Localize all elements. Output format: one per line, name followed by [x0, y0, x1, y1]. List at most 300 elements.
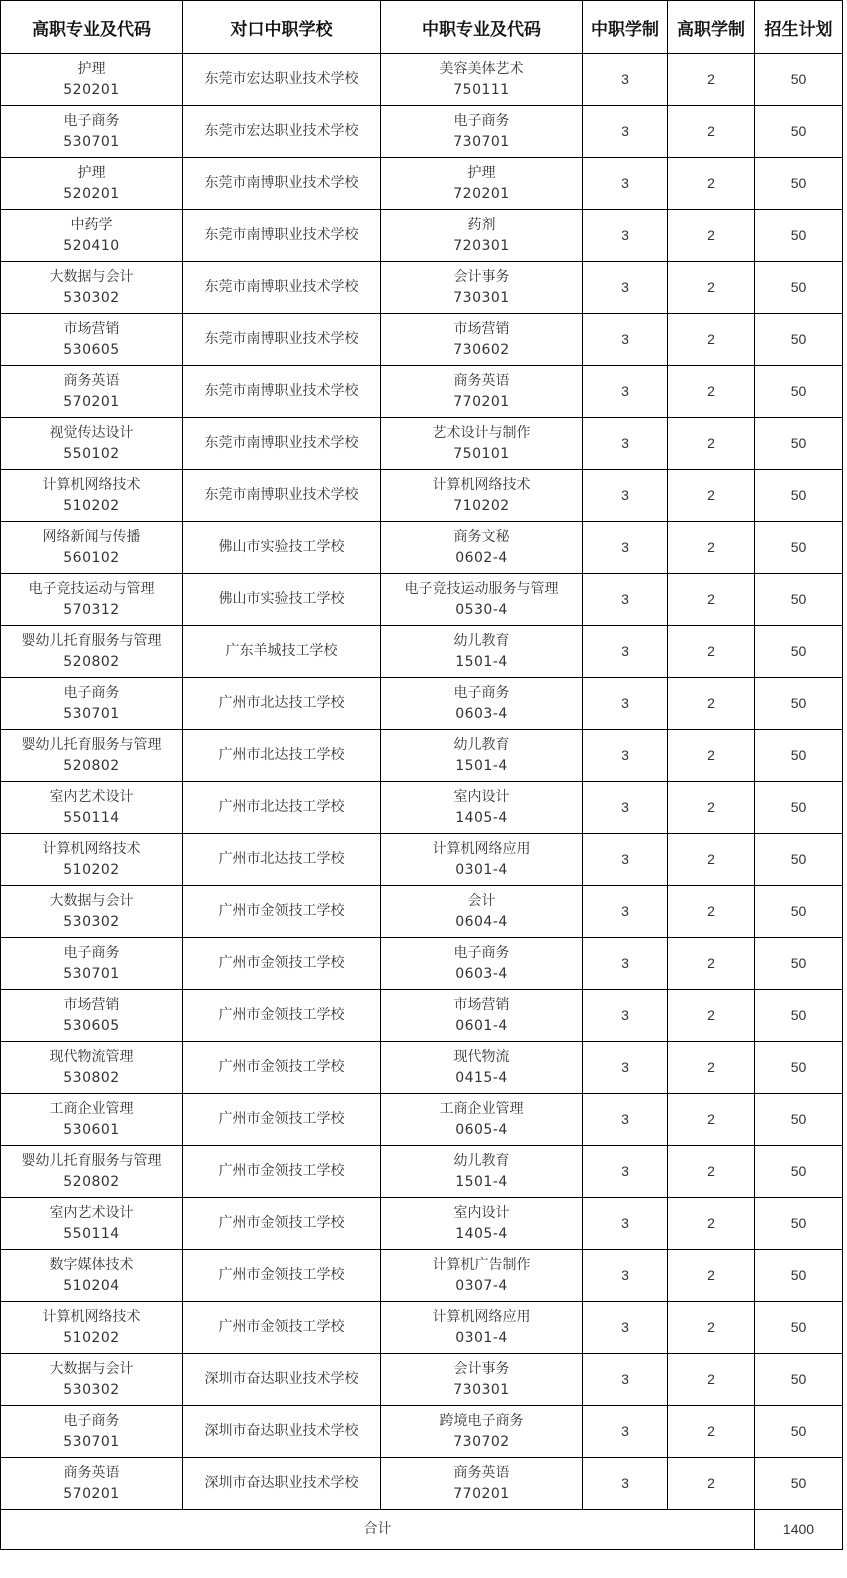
higher-major-code: 570201 [63, 393, 120, 410]
secondary-major-cell [381, 1354, 583, 1406]
secondary-major-cell [381, 1302, 583, 1354]
table-row [1, 106, 843, 158]
higher-major-code: 530302 [63, 289, 120, 306]
higher-major-code: 520802 [63, 1173, 120, 1190]
higher-major-code: 560102 [63, 549, 120, 566]
higher-major-name: 计算机网络技术 [42, 840, 141, 857]
secondary-major-code: 0415-4 [455, 1069, 508, 1086]
higher-years-cell: 2 [668, 1302, 755, 1354]
secondary-major-code: 0307-4 [455, 1277, 508, 1294]
higher-major-code: 520410 [63, 237, 120, 254]
partner-school-cell: 广州市北达技工学校 [183, 782, 381, 834]
higher-vocational-major-cell [1, 678, 183, 730]
partner-school-cell: 广州市北达技工学校 [183, 678, 381, 730]
higher-major-name: 商务英语 [63, 372, 120, 389]
secondary-major-name: 电子竞技运动服务与管理 [404, 580, 559, 597]
higher-major-name: 大数据与会计 [49, 268, 134, 285]
higher-major-code: 530802 [63, 1069, 120, 1086]
secondary-years-cell: 3 [583, 1354, 668, 1406]
higher-years-cell: 2 [668, 1458, 755, 1510]
secondary-major-code: 770201 [453, 1485, 510, 1502]
secondary-years-cell: 3 [583, 1458, 668, 1510]
secondary-years-cell: 3 [583, 1094, 668, 1146]
enrollment-plan-cell: 50 [755, 1406, 843, 1458]
partner-school-cell: 佛山市实验技工学校 [183, 574, 381, 626]
enrollment-plan-cell: 50 [755, 1198, 843, 1250]
higher-major-name: 中药学 [70, 216, 113, 233]
header-partner-secondary-school: 对口中职学校 [183, 1, 381, 54]
higher-major-name: 市场营销 [63, 320, 120, 337]
secondary-major-name: 幼儿教育 [453, 1152, 510, 1169]
secondary-years-cell: 3 [583, 678, 668, 730]
table-row [1, 990, 843, 1042]
secondary-major-code: 1405-4 [455, 1225, 508, 1242]
partner-school-cell: 佛山市实验技工学校 [183, 522, 381, 574]
partner-school-cell: 东莞市宏达职业技术学校 [183, 54, 381, 106]
enrollment-plan-cell: 50 [755, 54, 843, 106]
enrollment-plan-cell: 50 [755, 1146, 843, 1198]
higher-major-name: 婴幼儿托育服务与管理 [21, 1152, 162, 1169]
secondary-major-code: 0601-4 [455, 1017, 508, 1034]
enrollment-plan-cell: 50 [755, 1354, 843, 1406]
enrollment-plan-cell: 50 [755, 470, 843, 522]
higher-years-cell: 2 [668, 730, 755, 782]
higher-major-name: 市场营销 [63, 996, 120, 1013]
secondary-years-cell: 3 [583, 210, 668, 262]
secondary-major-name: 市场营销 [453, 996, 510, 1013]
secondary-major-code: 0603-4 [455, 705, 508, 722]
higher-major-name: 数字媒体技术 [49, 1256, 134, 1273]
higher-major-code: 520802 [63, 757, 120, 774]
enrollment-plan-cell: 50 [755, 834, 843, 886]
higher-major-code: 530302 [63, 913, 120, 930]
higher-years-cell: 2 [668, 1354, 755, 1406]
higher-years-cell: 2 [668, 314, 755, 366]
table-row [1, 834, 843, 886]
total-row [1, 1510, 843, 1550]
secondary-major-name: 电子商务 [453, 112, 510, 129]
secondary-major-cell [381, 262, 583, 314]
higher-major-code: 510202 [63, 497, 120, 514]
secondary-major-code: 0301-4 [455, 1329, 508, 1346]
enrollment-plan-cell: 50 [755, 574, 843, 626]
partner-school-cell: 广州市金领技工学校 [183, 938, 381, 990]
table-row [1, 470, 843, 522]
secondary-major-name: 室内设计 [453, 1204, 510, 1221]
partner-school-cell: 广州市北达技工学校 [183, 730, 381, 782]
secondary-major-name: 计算机网络技术 [432, 476, 531, 493]
table-row [1, 1302, 843, 1354]
higher-major-name: 网络新闻与传播 [42, 528, 141, 545]
higher-years-cell: 2 [668, 626, 755, 678]
secondary-major-cell [381, 1458, 583, 1510]
higher-major-code: 530302 [63, 1381, 120, 1398]
secondary-major-name: 市场营销 [453, 320, 510, 337]
higher-vocational-major-cell [1, 1094, 183, 1146]
enrollment-plan-cell: 50 [755, 990, 843, 1042]
higher-major-code: 530605 [63, 1017, 120, 1034]
secondary-major-name: 现代物流 [453, 1048, 510, 1065]
higher-major-code: 530701 [63, 133, 120, 150]
partner-school-cell: 广州市金领技工学校 [183, 990, 381, 1042]
secondary-major-cell [381, 730, 583, 782]
enrollment-plan-cell: 50 [755, 730, 843, 782]
table-row [1, 1042, 843, 1094]
table-row [1, 314, 843, 366]
higher-vocational-major-cell [1, 730, 183, 782]
secondary-years-cell: 3 [583, 886, 668, 938]
secondary-major-cell [381, 418, 583, 470]
secondary-major-code: 0301-4 [455, 861, 508, 878]
higher-years-cell: 2 [668, 1094, 755, 1146]
higher-vocational-major-cell [1, 886, 183, 938]
partner-school-cell: 深圳市奋达职业技术学校 [183, 1458, 381, 1510]
higher-vocational-major-cell [1, 574, 183, 626]
partner-school-cell: 东莞市宏达职业技术学校 [183, 106, 381, 158]
secondary-major-code: 720301 [453, 237, 510, 254]
enrollment-plan-cell: 50 [755, 522, 843, 574]
higher-major-code: 520802 [63, 653, 120, 670]
higher-major-name: 电子商务 [63, 1412, 120, 1429]
secondary-major-cell [381, 678, 583, 730]
higher-major-code: 550114 [63, 1225, 120, 1242]
enrollment-plan-cell: 50 [755, 314, 843, 366]
table-row [1, 1458, 843, 1510]
higher-major-name: 大数据与会计 [49, 1360, 134, 1377]
higher-years-cell: 2 [668, 678, 755, 730]
higher-vocational-major-cell [1, 210, 183, 262]
enrollment-plan-cell: 50 [755, 418, 843, 470]
table-row [1, 158, 843, 210]
table-row [1, 522, 843, 574]
partner-school-cell: 广州市金领技工学校 [183, 886, 381, 938]
higher-vocational-major-cell [1, 1406, 183, 1458]
higher-years-cell: 2 [668, 54, 755, 106]
higher-vocational-major-cell [1, 366, 183, 418]
higher-vocational-major-cell [1, 522, 183, 574]
secondary-major-code: 750101 [453, 445, 510, 462]
total-value: 1400 [755, 1510, 843, 1550]
higher-major-name: 电子竞技运动与管理 [28, 580, 155, 597]
higher-vocational-major-cell [1, 262, 183, 314]
secondary-major-code: 1405-4 [455, 809, 508, 826]
secondary-major-code: 730701 [453, 133, 510, 150]
secondary-years-cell: 3 [583, 1302, 668, 1354]
secondary-years-cell: 3 [583, 418, 668, 470]
higher-vocational-major-cell [1, 106, 183, 158]
enrollment-plan-cell: 50 [755, 938, 843, 990]
higher-major-name: 现代物流管理 [49, 1048, 134, 1065]
table-row [1, 782, 843, 834]
enrollment-plan-cell: 50 [755, 262, 843, 314]
higher-years-cell: 2 [668, 262, 755, 314]
table-row [1, 1250, 843, 1302]
secondary-major-cell [381, 54, 583, 106]
table-row [1, 1094, 843, 1146]
partner-school-cell: 广东羊城技工学校 [183, 626, 381, 678]
higher-vocational-major-cell [1, 470, 183, 522]
secondary-major-name: 护理 [467, 164, 496, 181]
enrollment-plan-cell: 50 [755, 158, 843, 210]
higher-major-code: 530605 [63, 341, 120, 358]
secondary-major-code: 1501-4 [455, 1173, 508, 1190]
secondary-major-name: 电子商务 [453, 684, 510, 701]
higher-years-cell: 2 [668, 834, 755, 886]
higher-vocational-major-cell [1, 1250, 183, 1302]
table-row [1, 418, 843, 470]
secondary-major-code: 750111 [453, 81, 510, 98]
partner-school-cell: 东莞市南博职业技术学校 [183, 158, 381, 210]
secondary-years-cell: 3 [583, 54, 668, 106]
partner-school-cell: 广州市金领技工学校 [183, 1250, 381, 1302]
enrollment-plan-cell: 50 [755, 366, 843, 418]
higher-major-name: 室内艺术设计 [49, 788, 134, 805]
partner-school-cell: 广州市金领技工学校 [183, 1302, 381, 1354]
table-row [1, 262, 843, 314]
higher-vocational-major-cell [1, 418, 183, 470]
higher-major-code: 530701 [63, 705, 120, 722]
secondary-major-cell [381, 210, 583, 262]
table-header-row [1, 1, 843, 54]
higher-major-name: 大数据与会计 [49, 892, 134, 909]
secondary-major-name: 商务英语 [453, 1464, 510, 1481]
secondary-major-cell [381, 470, 583, 522]
secondary-major-name: 幼儿教育 [453, 632, 510, 649]
table-row [1, 1146, 843, 1198]
enrollment-plan-cell: 50 [755, 1042, 843, 1094]
higher-major-code: 510204 [63, 1277, 120, 1294]
higher-major-name: 商务英语 [63, 1464, 120, 1481]
table-row [1, 54, 843, 106]
secondary-major-code: 730702 [453, 1433, 510, 1450]
secondary-major-cell [381, 522, 583, 574]
table-row [1, 1198, 843, 1250]
secondary-major-cell [381, 366, 583, 418]
secondary-major-name: 会计事务 [453, 1360, 510, 1377]
table-row [1, 1406, 843, 1458]
higher-years-cell: 2 [668, 574, 755, 626]
higher-major-name: 视觉传达设计 [49, 424, 134, 441]
secondary-major-code: 0530-4 [455, 601, 508, 618]
table-row [1, 678, 843, 730]
secondary-years-cell: 3 [583, 1146, 668, 1198]
higher-years-cell: 2 [668, 886, 755, 938]
secondary-major-name: 电子商务 [453, 944, 510, 961]
secondary-major-code: 1501-4 [455, 653, 508, 670]
secondary-years-cell: 3 [583, 158, 668, 210]
secondary-major-cell [381, 158, 583, 210]
higher-vocational-major-cell [1, 834, 183, 886]
partner-school-cell: 东莞市南博职业技术学校 [183, 262, 381, 314]
higher-major-code: 520201 [63, 185, 120, 202]
secondary-major-cell [381, 990, 583, 1042]
partner-school-cell: 东莞市南博职业技术学校 [183, 366, 381, 418]
partner-school-cell: 广州市金领技工学校 [183, 1042, 381, 1094]
secondary-major-code: 770201 [453, 393, 510, 410]
table-row [1, 1354, 843, 1406]
secondary-major-name: 计算机网络应用 [432, 840, 531, 857]
secondary-major-cell [381, 1094, 583, 1146]
secondary-years-cell: 3 [583, 990, 668, 1042]
partner-school-cell: 广州市金领技工学校 [183, 1146, 381, 1198]
higher-major-code: 570201 [63, 1485, 120, 1502]
secondary-major-cell [381, 886, 583, 938]
enrollment-plan-cell: 50 [755, 782, 843, 834]
secondary-major-cell [381, 1250, 583, 1302]
secondary-major-name: 商务英语 [453, 372, 510, 389]
secondary-major-cell [381, 626, 583, 678]
partner-school-cell: 东莞市南博职业技术学校 [183, 470, 381, 522]
secondary-years-cell: 3 [583, 1198, 668, 1250]
higher-major-code: 550114 [63, 809, 120, 826]
secondary-years-cell: 3 [583, 314, 668, 366]
partner-school-cell: 东莞市南博职业技术学校 [183, 210, 381, 262]
higher-years-cell: 2 [668, 1250, 755, 1302]
higher-years-cell: 2 [668, 1406, 755, 1458]
enrollment-plan-cell: 50 [755, 106, 843, 158]
higher-major-name: 护理 [77, 60, 106, 77]
enrollment-plan-cell: 50 [755, 886, 843, 938]
higher-major-code: 510202 [63, 861, 120, 878]
higher-major-name: 工商企业管理 [49, 1100, 134, 1117]
higher-vocational-major-cell [1, 1146, 183, 1198]
table-row [1, 938, 843, 990]
table-body [1, 54, 843, 1510]
higher-major-code: 570312 [63, 601, 120, 618]
higher-vocational-major-cell [1, 1042, 183, 1094]
secondary-major-cell [381, 782, 583, 834]
higher-years-cell: 2 [668, 106, 755, 158]
secondary-major-code: 720201 [453, 185, 510, 202]
secondary-years-cell: 3 [583, 470, 668, 522]
higher-years-cell: 2 [668, 470, 755, 522]
higher-years-cell: 2 [668, 522, 755, 574]
higher-major-name: 电子商务 [63, 112, 120, 129]
secondary-major-name: 幼儿教育 [453, 736, 510, 753]
table-row [1, 886, 843, 938]
secondary-years-cell: 3 [583, 106, 668, 158]
table-row [1, 626, 843, 678]
higher-vocational-major-cell [1, 626, 183, 678]
secondary-major-name: 会计 [467, 892, 496, 909]
secondary-major-name: 会计事务 [453, 268, 510, 285]
secondary-major-cell [381, 106, 583, 158]
partner-school-cell: 广州市北达技工学校 [183, 834, 381, 886]
higher-vocational-major-cell [1, 990, 183, 1042]
secondary-major-name: 跨境电子商务 [439, 1412, 524, 1429]
secondary-years-cell: 3 [583, 366, 668, 418]
secondary-major-code: 710202 [453, 497, 510, 514]
header-secondary-years: 中职学制 [583, 1, 668, 54]
higher-vocational-major-cell [1, 54, 183, 106]
higher-major-name: 计算机网络技术 [42, 1308, 141, 1325]
secondary-major-code: 730301 [453, 1381, 510, 1398]
secondary-major-cell [381, 1406, 583, 1458]
higher-years-cell: 2 [668, 158, 755, 210]
secondary-major-code: 0603-4 [455, 965, 508, 982]
secondary-years-cell: 3 [583, 782, 668, 834]
table-row [1, 574, 843, 626]
secondary-years-cell: 3 [583, 626, 668, 678]
secondary-major-code: 730301 [453, 289, 510, 306]
higher-years-cell: 2 [668, 1042, 755, 1094]
higher-major-name: 护理 [77, 164, 106, 181]
higher-major-code: 530601 [63, 1121, 120, 1138]
table-row [1, 210, 843, 262]
enrollment-plan-cell: 50 [755, 1458, 843, 1510]
header-higher-vocational-major: 高职专业及代码 [1, 1, 183, 54]
partner-school-cell: 深圳市奋达职业技术学校 [183, 1354, 381, 1406]
secondary-years-cell: 3 [583, 522, 668, 574]
secondary-major-name: 计算机网络应用 [432, 1308, 531, 1325]
secondary-major-name: 艺术设计与制作 [432, 424, 531, 441]
secondary-major-cell [381, 1146, 583, 1198]
secondary-major-name: 药剂 [467, 216, 496, 233]
higher-vocational-major-cell [1, 1354, 183, 1406]
higher-vocational-major-cell [1, 782, 183, 834]
secondary-years-cell: 3 [583, 262, 668, 314]
secondary-major-code: 1501-4 [455, 757, 508, 774]
higher-vocational-major-cell [1, 1458, 183, 1510]
table-row [1, 730, 843, 782]
partner-school-cell: 广州市金领技工学校 [183, 1094, 381, 1146]
higher-years-cell: 2 [668, 782, 755, 834]
higher-vocational-major-cell [1, 158, 183, 210]
higher-years-cell: 2 [668, 210, 755, 262]
higher-years-cell: 2 [668, 938, 755, 990]
higher-major-name: 室内艺术设计 [49, 1204, 134, 1221]
enrollment-plan-cell: 50 [755, 1302, 843, 1354]
enrollment-plan-cell: 50 [755, 626, 843, 678]
enrollment-plan-cell: 50 [755, 678, 843, 730]
header-higher-years: 高职学制 [668, 1, 755, 54]
secondary-major-name: 工商企业管理 [439, 1100, 524, 1117]
total-label: 合计 [1, 1510, 755, 1550]
secondary-major-cell [381, 938, 583, 990]
higher-major-name: 婴幼儿托育服务与管理 [21, 632, 162, 649]
secondary-years-cell: 3 [583, 1406, 668, 1458]
enrollment-plan-cell: 50 [755, 210, 843, 262]
secondary-major-code: 0604-4 [455, 913, 508, 930]
higher-vocational-major-cell [1, 1198, 183, 1250]
header-enrollment-plan: 招生计划 [755, 1, 843, 54]
higher-major-code: 510202 [63, 1329, 120, 1346]
secondary-years-cell: 3 [583, 1042, 668, 1094]
higher-years-cell: 2 [668, 1198, 755, 1250]
higher-major-name: 电子商务 [63, 684, 120, 701]
secondary-major-cell [381, 1198, 583, 1250]
partner-school-cell: 东莞市南博职业技术学校 [183, 418, 381, 470]
secondary-years-cell: 3 [583, 730, 668, 782]
higher-years-cell: 2 [668, 990, 755, 1042]
partner-school-cell: 广州市金领技工学校 [183, 1198, 381, 1250]
higher-years-cell: 2 [668, 418, 755, 470]
secondary-major-name: 美容美体艺术 [439, 60, 524, 77]
higher-years-cell: 2 [668, 366, 755, 418]
secondary-major-code: 730602 [453, 341, 510, 358]
partner-school-cell: 东莞市南博职业技术学校 [183, 314, 381, 366]
secondary-major-code: 0605-4 [455, 1121, 508, 1138]
partner-school-cell: 深圳市奋达职业技术学校 [183, 1406, 381, 1458]
higher-major-code: 530701 [63, 965, 120, 982]
higher-major-name: 电子商务 [63, 944, 120, 961]
table-row [1, 366, 843, 418]
secondary-years-cell: 3 [583, 938, 668, 990]
secondary-years-cell: 3 [583, 574, 668, 626]
higher-major-name: 婴幼儿托育服务与管理 [21, 736, 162, 753]
secondary-years-cell: 3 [583, 834, 668, 886]
secondary-major-code: 0602-4 [455, 549, 508, 566]
